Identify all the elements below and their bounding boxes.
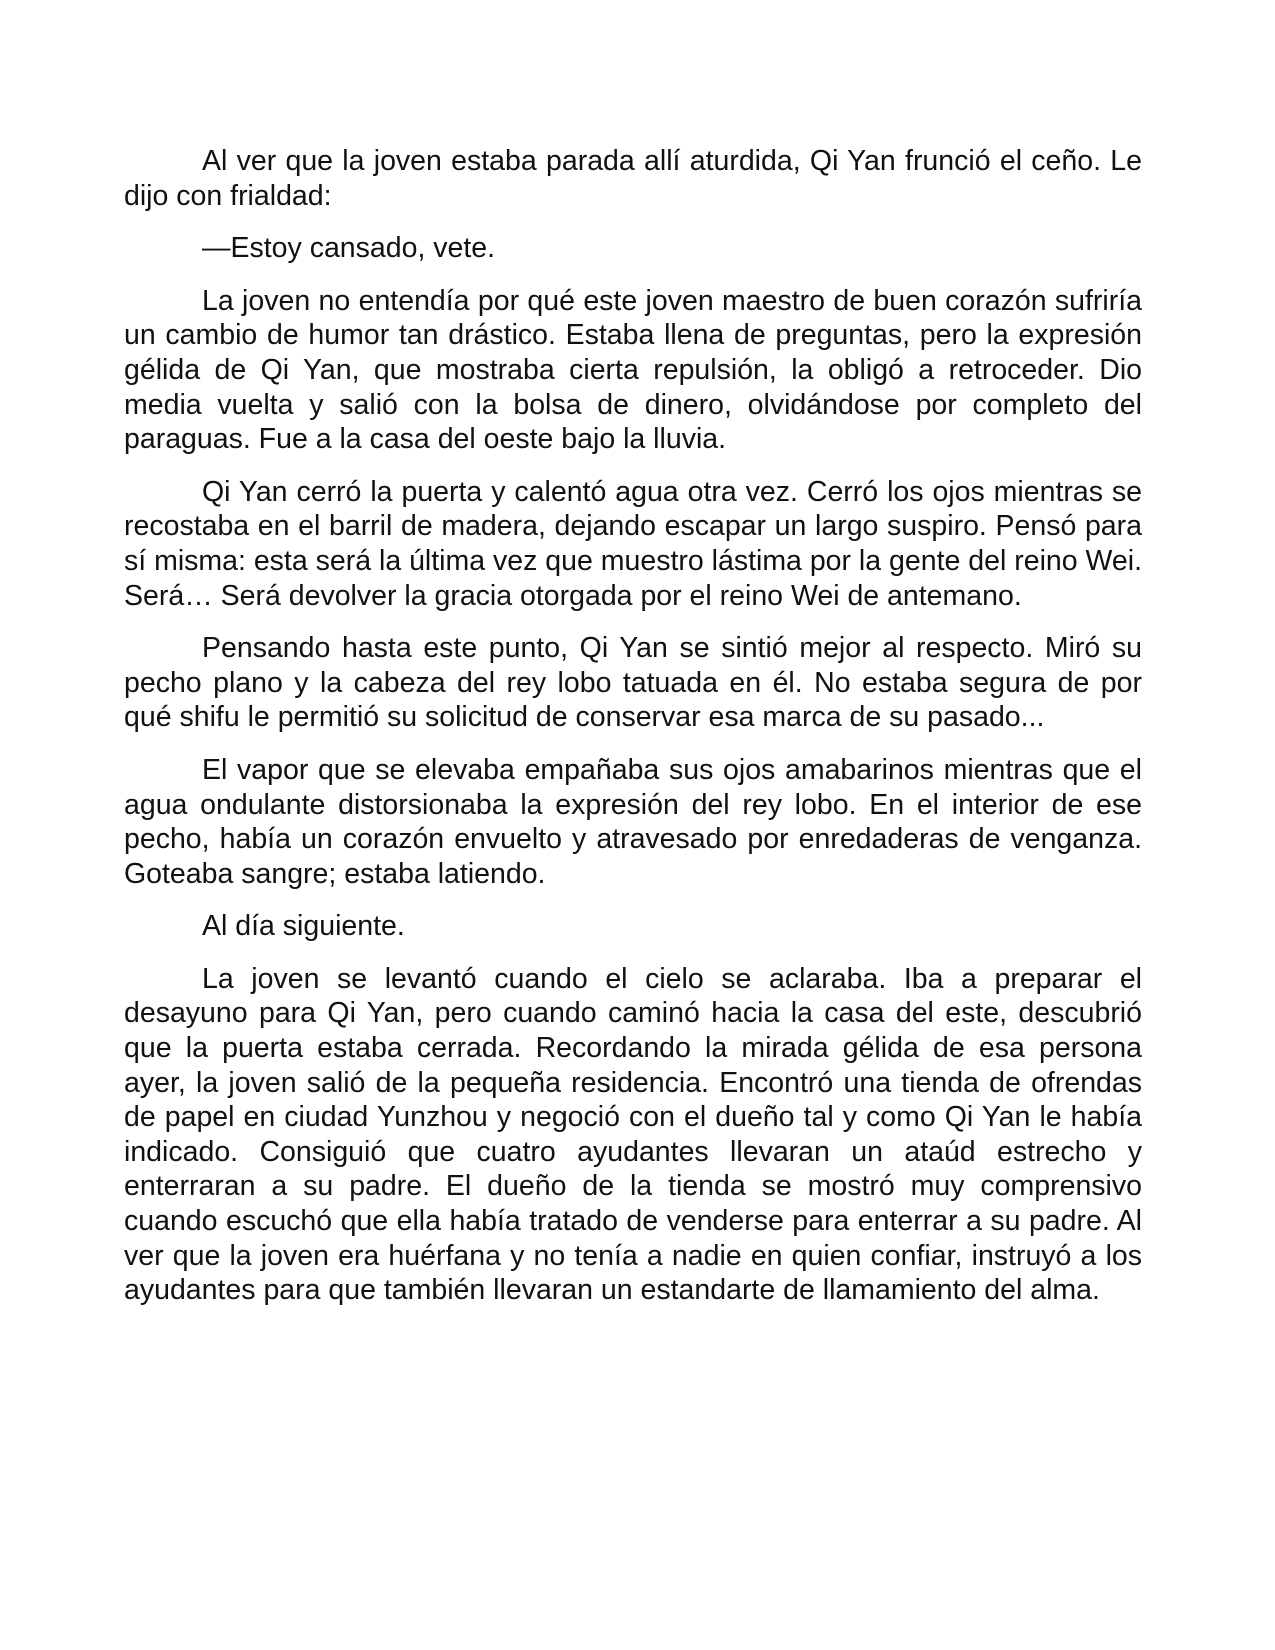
paragraph-2: —Estoy cansado, vete. bbox=[202, 232, 496, 265]
paragraph-4: Qi Yan cerró la puerta y calentó agua otra vez. Cerró los ojos mientras se recostaba en el barril de madera, dejando escapar un largo suspiro. Pensó para sí misma: esta será la última vez que muestro lástima por la gente del reino Wei. Será… Será devolver la gracia otorgada por el reino Wei de antemano. bbox=[124, 475, 1142, 612]
paragraph-1: Al ver que la joven estaba parada allí aturdida, Qi Yan frunció el ceño. Le dijo con frialdad: bbox=[124, 145, 1142, 212]
paragraph-7: Al día siguiente. bbox=[202, 910, 405, 943]
paragraph-6: El vapor que se elevaba empañaba sus ojos amabarinos mientras que el agua ondulante distorsionaba la expresión del rey lobo. En el interior de ese pecho, había un corazón envuelto y atravesado por enredaderas de venganza. Goteaba sangre; estaba latiendo. bbox=[124, 753, 1142, 890]
document-body bbox=[124, 144, 1142, 1326]
paragraph-3: La joven no entendía por qué este joven maestro de buen corazón sufriría un cambio de humor tan drástico. Estaba llena de preguntas, pero la expresión gélida de Qi Yan, que mostraba cierta repulsión, la obligó a retroceder. Dio media vuelta y salió con la bolsa de dinero, olvidándose por completo del paraguas. Fue a la casa del oeste bajo la lluvia. bbox=[124, 284, 1142, 456]
paragraph-5: Pensando hasta este punto, Qi Yan se sintió mejor al respecto. Miró su pecho plano y la cabeza del rey lobo tatuada en él. No estaba segura de por qué shifu le permitió su solicitud de conservar esa marca de su pasado... bbox=[124, 632, 1142, 734]
paragraph-8: La joven se levantó cuando el cielo se aclaraba. Iba a preparar el desayuno para Qi Yan, pero cuando caminó hacia la casa del este, descubrió que la puerta estaba cerrada. Recordando la mirada gélida de esa persona ayer, la joven salió de la pequeña residencia. Encontró una tienda de ofrendas de papel en ciudad Yunzhou y negoció con el dueño tal y como Qi Yan le había indicado. Consiguió que cuatro ayudantes llevaran un ataúd estrecho y enterraran a su padre. El dueño de la tienda se mostró muy comprensivo cuando escuchó que ella había tratado de venderse para enterrar a su padre. Al ver que la joven era huérfana y no tenía a nadie en quien confiar, instruyó a los ayudantes para que también llevaran un estandarte de llamamiento del alma. bbox=[124, 962, 1142, 1307]
